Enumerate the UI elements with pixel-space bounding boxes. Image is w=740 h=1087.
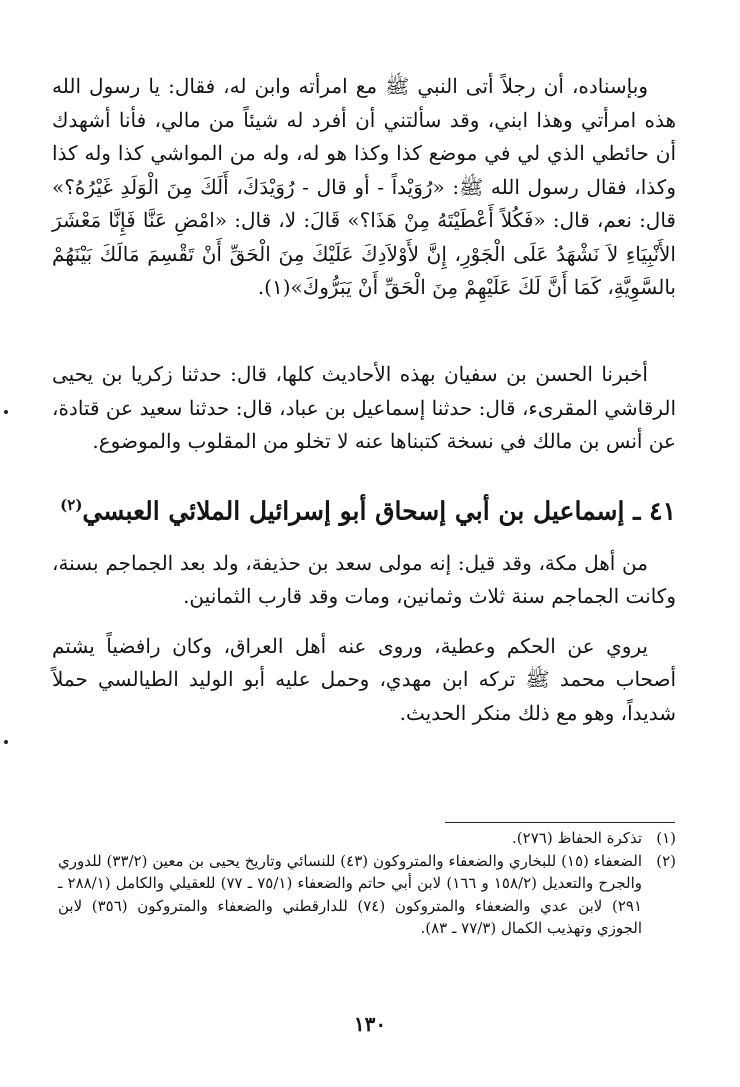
paragraph-isnad: أخبرنا الحسن بن سفيان بهذه الأحاديث كلها، قال: حدثنا زكريا بن يحيى الرقاشي المقرىء، قال: حدثنا إسماعيل بن عباد، قال: حدثنا سعيد عن قتادة، عن أنس بن مالك في نسخة كتبناها عنه لا تخلو من المقلوب والموضوع. <box>52 362 676 453</box>
paragraph-narration: يروي عن الحكم وعطية، وروى عنه أهل العراق، وكان رافضياً يشتم أصحاب محمد ﷺ تركه ابن مهدي، وحمل عليه أبو الوليد الطيالسي حملاً شديداً، وهو مع ذلك منكر الحديث. <box>52 633 676 725</box>
paragraph-hadith: وبإسناده، أن رجلاً أتى النبي ﷺ مع امرأته وابن له، فقال: يا رسول الله هذه امرأتي وهذا ابني، وقد سألتني أن أفرد له شيئاً من مالي، فأنا أشهدك أن حائطي الذي لي في موضع كذا وكذا هو له، وله من المواشي كذا وله كذا وكذا، فقال رسول الله ﷺ: «رُوَيْداً - أو قال - رُوَيْدَكَ، أَلَكَ مِنَ الْوَلَدِ غَيْرُهُ؟» قال: نعم، قال: «فَكُلاً أَعْطَيْتَهُ مِنْ هَذَا؟» قَالَ: لا، قال: «امْضِ عَنَّا فَإِنَّا مَعْشَرَ الأَنْبِيَاءِ لاَ نَشْهَدُ عَلَى الْجَوْرِ، إِنَّ لأَوْلاَدِكَ عَلَيْكَ مِنَ الْحَقِّ أَنْ تَقْسِمَ مَالَكَ بَيْنَهُمْ بالسَّوِيَّةِ، كَمَا أَنَّ لَكَ عَلَيْهِمْ مِنَ الْحَقِّ أَنْ يَبَرُّوكَ»(١). <box>52 74 677 299</box>
scan-mark <box>4 740 8 744</box>
heading-footnote-ref: (٢) <box>60 495 83 514</box>
footnote-number: (٢) <box>656 851 676 870</box>
footnote-text: الضعفاء (١٥) للبخاري والضعفاء والمتروكون (٤٣) للنسائي وتاريخ يحيى بن معين (٣٣/٢) للدوري والجرح والتعديل (١٥٨/٢ و ١٦٦) لابن أبي حاتم والضعفاء (٧٥/١ ـ ٧٧) للعقيلي والكامل (٢٨٨/١ ـ ٢٩١) لابن عدي والضعفاء والمتروكون (٧٤) للدارقطني والضعفاء والمتروكون (٣٥٦) لابن الجوزي وتهذيب الكمال (٧٧/٣ ـ ٨٣). <box>58 851 642 937</box>
footnote-1 <box>58 827 676 850</box>
footnotes <box>58 827 676 940</box>
paragraph-biography: من أهل مكة، وقد قيل: إنه مولى سعد بن حذيفة، ولد بعد الجماجم بسنة، وكانت الجماجم سنة ثلاث وثمانين، ومات وقد قارب الثمانين. <box>52 550 676 609</box>
footnote-divider <box>445 822 675 823</box>
page-number: ١٣٠ <box>353 1012 387 1036</box>
entry-heading-text: ٤١ ـ إسماعيل بن أبي إسحاق أبو إسرائيل الملائي العبسي <box>82 495 676 525</box>
main-text <box>52 70 676 730</box>
footnote-text: تذكرة الحفاظ (٢٧٦). <box>512 829 642 847</box>
entry-heading <box>52 485 676 531</box>
scan-mark <box>4 410 8 414</box>
footnote-number: (١) <box>656 829 676 847</box>
footnote-2 <box>58 850 676 940</box>
